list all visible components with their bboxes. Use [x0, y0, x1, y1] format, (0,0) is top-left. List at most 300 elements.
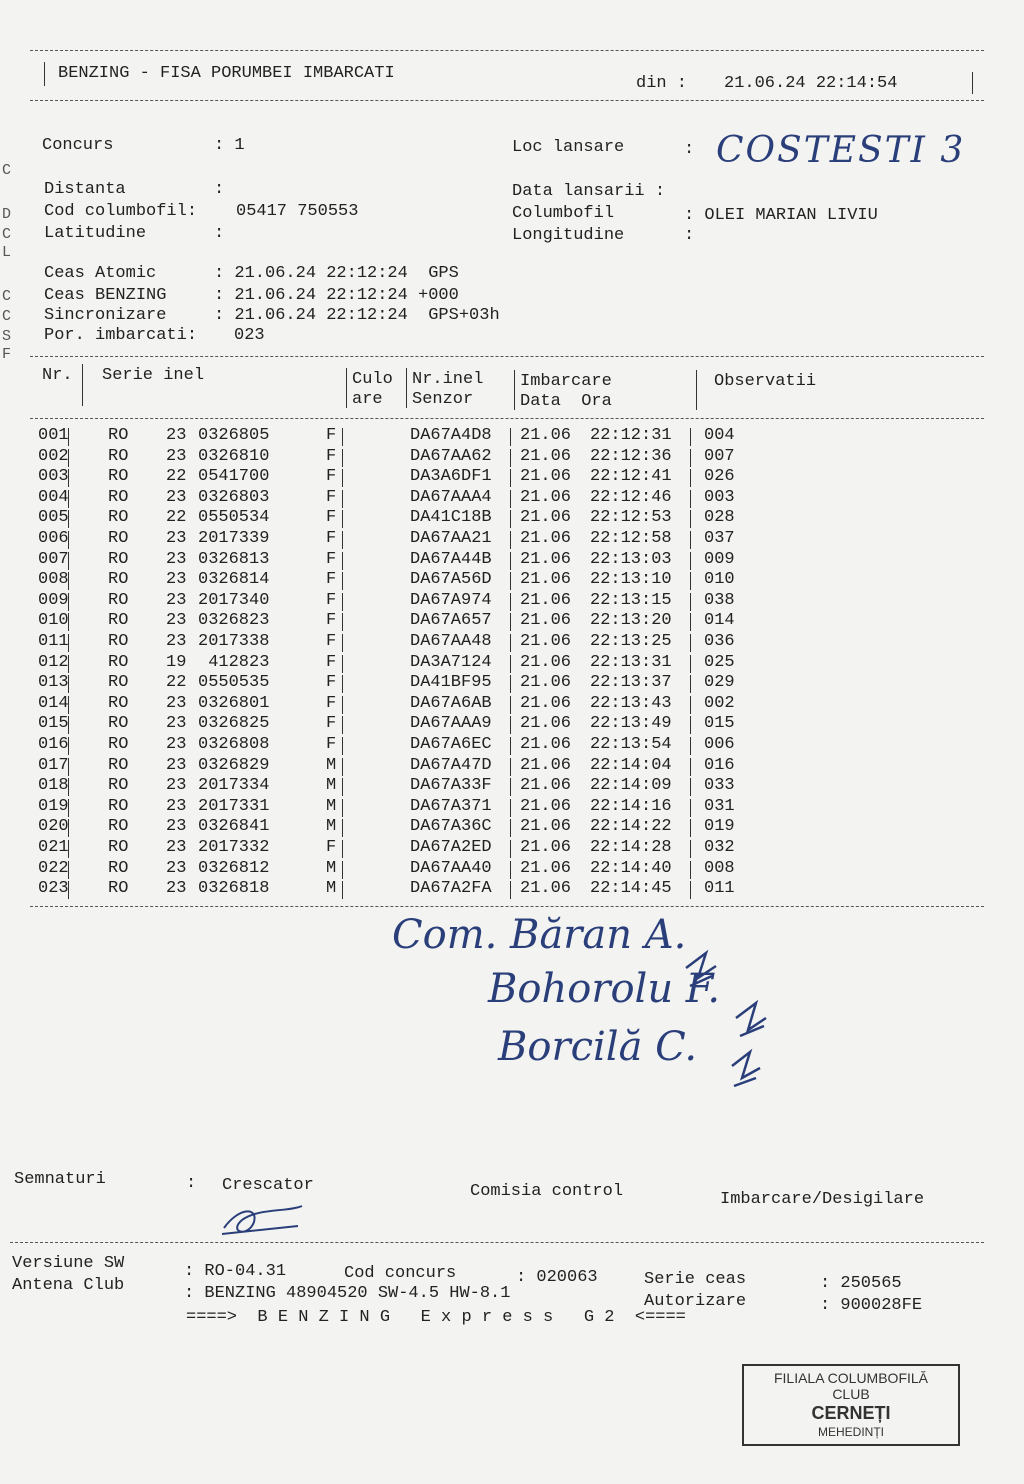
table-row: [0, 529, 1024, 550]
cell-data: 21.06: [520, 838, 572, 857]
cell-obs: 016: [704, 755, 735, 775]
cell-an: 23: [166, 529, 187, 548]
cell-ora: 22:14:04: [590, 755, 672, 775]
row-separator: [68, 696, 69, 714]
cell-nr: 010: [38, 611, 69, 631]
semnaturi-sep: :: [186, 1174, 197, 1193]
cell-an: 23: [166, 446, 187, 466]
cell-tara: RO: [108, 776, 129, 796]
cell-tara: RO: [108, 673, 129, 693]
table-row: [0, 756, 1024, 777]
cell-inel: 2017338: [198, 632, 270, 651]
cell-tara: RO: [108, 446, 129, 466]
row-separator: [342, 881, 343, 899]
cell-tara: RO: [108, 755, 129, 775]
row-separator: [510, 737, 511, 755]
cell-senzor: DA67A44B: [410, 549, 492, 569]
antena-club-label: Antena Club: [12, 1276, 125, 1295]
cell-data: 21.06: [520, 487, 572, 507]
cell-senzor: DA67A6AB: [410, 693, 492, 713]
table-row: [0, 694, 1024, 715]
row-separator: [690, 531, 691, 549]
cell-data: 21.06: [520, 776, 572, 796]
row-separator: [342, 655, 343, 673]
col-header-culoare-2: are: [352, 390, 383, 409]
cell-nr: 018: [38, 776, 69, 796]
cell-sex: F: [326, 508, 337, 528]
divider: [972, 72, 973, 94]
cell-obs: 038: [704, 590, 735, 610]
cell-data: 21.06: [520, 426, 572, 445]
cell-senzor: DA67A6EC: [410, 735, 492, 754]
cell-inel: 0326812: [198, 858, 270, 878]
row-separator: [68, 758, 69, 776]
row-separator: [342, 469, 343, 487]
cell-ora: 22:13:37: [590, 673, 672, 693]
col-header-imbarcare-1: Imbarcare: [520, 372, 612, 391]
row-separator: [690, 881, 691, 899]
row-separator: [68, 531, 69, 549]
ceas-benzing-label: Ceas BENZING: [44, 286, 167, 305]
data-lansarii-label: Data lansarii :: [512, 182, 666, 201]
row-separator: [342, 531, 343, 549]
cell-obs: 033: [704, 776, 735, 796]
loc-lansare-handwritten: COSTESTI 3: [716, 130, 966, 171]
row-separator: [342, 737, 343, 755]
row-separator: [510, 758, 511, 776]
cell-ora: 22:13:25: [590, 632, 672, 651]
cell-data: 21.06: [520, 714, 572, 734]
cod-columbofil-label: Cod columbofil:: [44, 202, 198, 221]
cell-inel: 2017331: [198, 796, 270, 816]
cell-tara: RO: [108, 817, 129, 837]
cell-an: 23: [166, 776, 187, 796]
cell-sex: F: [326, 590, 337, 610]
table-row: [0, 550, 1024, 571]
row-separator: [68, 593, 69, 611]
cell-nr: 004: [38, 487, 69, 507]
cell-senzor: DA3A6DF1: [410, 467, 492, 487]
cell-inel: 0326805: [198, 426, 270, 445]
cell-obs: 019: [704, 817, 735, 837]
cell-sex: F: [326, 549, 337, 569]
distanta-value: :: [214, 180, 225, 199]
row-separator: [342, 799, 343, 817]
cell-inel: 0326803: [198, 487, 270, 507]
row-separator: [690, 861, 691, 879]
cell-ora: 22:14:16: [590, 796, 672, 816]
cell-obs: 025: [704, 652, 735, 672]
longitudine-value: :: [684, 226, 695, 245]
cell-senzor: DA67A56D: [410, 570, 492, 590]
cell-inel: 2017332: [198, 838, 270, 857]
cell-inel: 0326818: [198, 879, 270, 899]
cell-tara: RO: [108, 508, 129, 528]
table-row: [0, 426, 1024, 447]
row-separator: [690, 593, 691, 611]
cell-ora: 22:12:46: [590, 487, 672, 507]
cell-nr: 023: [38, 879, 69, 899]
row-separator: [68, 552, 69, 570]
divider: [30, 100, 984, 101]
antena-club-value: : BENZING 48904520 SW-4.5 HW-8.1: [184, 1284, 511, 1303]
row-separator: [68, 675, 69, 693]
row-separator: [690, 737, 691, 755]
cod-concurs-value: : 020063: [516, 1268, 598, 1287]
row-separator: [342, 819, 343, 837]
cell-nr: 009: [38, 590, 69, 610]
divider: [44, 62, 45, 86]
cell-senzor: DA67AA21: [410, 529, 492, 548]
cell-tara: RO: [108, 529, 129, 548]
cell-an: 19: [166, 652, 187, 672]
serie-ceas-value: : 250565: [820, 1274, 902, 1293]
columbofil-label: Columbofil: [512, 204, 615, 223]
commission-signature-marks: [676, 948, 776, 1108]
cell-sex: M: [326, 755, 337, 775]
row-separator: [68, 428, 69, 446]
col-header-nr: Nr.: [42, 366, 73, 385]
cell-inel: 0326808: [198, 735, 270, 754]
cell-tara: RO: [108, 735, 129, 754]
cell-senzor: DA3A7124: [410, 652, 492, 672]
cell-nr: 001: [38, 426, 69, 445]
table-row: [0, 735, 1024, 756]
cell-sex: F: [326, 446, 337, 466]
cell-obs: 009: [704, 549, 735, 569]
row-separator: [510, 531, 511, 549]
cell-tara: RO: [108, 652, 129, 672]
row-separator: [690, 449, 691, 467]
porumbei-imbarcati-label: Por. imbarcati:: [44, 326, 198, 345]
row-separator: [510, 655, 511, 673]
col-header-serie: Serie inel: [102, 366, 205, 385]
divider: [10, 1242, 984, 1243]
cell-senzor: DA67AAA9: [410, 714, 492, 734]
cell-senzor: DA67A657: [410, 611, 492, 631]
stamp-line-2: CLUB: [832, 1386, 870, 1402]
divider: [30, 418, 984, 419]
row-separator: [690, 840, 691, 858]
cell-ora: 22:13:10: [590, 570, 672, 590]
cell-tara: RO: [108, 796, 129, 816]
cell-ora: 22:14:45: [590, 879, 672, 899]
cell-sex: F: [326, 632, 337, 651]
cell-an: 23: [166, 755, 187, 775]
cell-obs: 011: [704, 879, 735, 899]
row-separator: [68, 716, 69, 734]
cell-data: 21.06: [520, 673, 572, 693]
cell-data: 21.06: [520, 796, 572, 816]
table-row: [0, 859, 1024, 880]
cell-senzor: DA67A2FA: [410, 879, 492, 899]
table-row: [0, 817, 1024, 838]
cell-obs: 026: [704, 467, 735, 487]
col-header-imbarcare-2: Data Ora: [520, 392, 612, 411]
cell-ora: 22:14:28: [590, 838, 672, 857]
semnaturi-label: Semnaturi: [14, 1170, 106, 1189]
cell-inel: 0541700: [198, 467, 270, 487]
concurs-label: Concurs: [42, 136, 114, 155]
cell-nr: 005: [38, 508, 69, 528]
cell-data: 21.06: [520, 879, 572, 899]
cell-nr: 013: [38, 673, 69, 693]
col-header-culoare-1: Culo: [352, 370, 393, 389]
table-row: [0, 797, 1024, 818]
row-separator: [690, 675, 691, 693]
cell-data: 21.06: [520, 508, 572, 528]
cell-tara: RO: [108, 611, 129, 631]
row-separator: [510, 696, 511, 714]
row-separator: [510, 449, 511, 467]
row-separator: [690, 778, 691, 796]
cell-tara: RO: [108, 714, 129, 734]
cell-obs: 006: [704, 735, 735, 754]
cell-obs: 015: [704, 714, 735, 734]
cell-inel: 0326829: [198, 755, 270, 775]
cell-senzor: DA41BF95: [410, 673, 492, 693]
row-separator: [342, 758, 343, 776]
cell-an: 23: [166, 817, 187, 837]
divider: [30, 50, 984, 51]
handwritten-commission-1: Com. Băran A.: [392, 912, 687, 958]
row-separator: [690, 572, 691, 590]
stamp-line-4: MEHEDINȚI: [818, 1425, 884, 1439]
cell-ora: 22:12:41: [590, 467, 672, 487]
cell-nr: 015: [38, 714, 69, 734]
cell-tara: RO: [108, 693, 129, 713]
cell-ora: 22:14:40: [590, 858, 672, 878]
row-separator: [690, 758, 691, 776]
row-separator: [342, 510, 343, 528]
cell-sex: F: [326, 838, 337, 857]
divider: [82, 364, 83, 406]
row-separator: [68, 490, 69, 508]
cell-obs: 028: [704, 508, 735, 528]
cell-tara: RO: [108, 487, 129, 507]
autorizare-value: : 900028FE: [820, 1296, 923, 1315]
cell-senzor: DA67AA48: [410, 632, 492, 651]
cell-obs: 014: [704, 611, 735, 631]
row-separator: [342, 696, 343, 714]
row-separator: [68, 819, 69, 837]
cell-sex: F: [326, 652, 337, 672]
columbofil-value: : OLEI MARIAN LIVIU: [684, 206, 878, 225]
ceas-atomic-label: Ceas Atomic: [44, 264, 157, 283]
cell-data: 21.06: [520, 549, 572, 569]
cell-ora: 22:12:58: [590, 529, 672, 548]
cell-inel: 0550535: [198, 673, 270, 693]
cell-obs: 010: [704, 570, 735, 590]
cell-an: 23: [166, 611, 187, 631]
cell-senzor: DA67A4D8: [410, 426, 492, 445]
cell-tara: RO: [108, 632, 129, 651]
loc-lansare-label: Loc lansare: [512, 138, 625, 157]
table-row: [0, 714, 1024, 735]
table-row: [0, 591, 1024, 612]
cell-inel: 0326813: [198, 549, 270, 569]
row-separator: [68, 840, 69, 858]
cell-nr: 014: [38, 693, 69, 713]
cell-nr: 017: [38, 755, 69, 775]
row-separator: [68, 572, 69, 590]
row-separator: [68, 449, 69, 467]
row-separator: [510, 593, 511, 611]
porumbei-imbarcati-value: 023: [234, 326, 265, 345]
cell-an: 23: [166, 549, 187, 569]
versiune-sw-label: Versiune SW: [12, 1254, 125, 1273]
row-separator: [68, 737, 69, 755]
cell-tara: RO: [108, 426, 129, 445]
table-row: [0, 776, 1024, 797]
cell-nr: 006: [38, 529, 69, 548]
latitudine-label: Latitudine: [44, 224, 147, 243]
cell-nr: 016: [38, 735, 69, 754]
benzing-express-banner: ====> B E N Z I N G E x p r e s s G 2 <====: [186, 1308, 686, 1327]
concurs-value: : 1: [214, 136, 245, 155]
cell-inel: 0326823: [198, 611, 270, 631]
row-separator: [510, 634, 511, 652]
longitudine-label: Longitudine: [512, 226, 625, 245]
row-separator: [68, 861, 69, 879]
row-separator: [342, 861, 343, 879]
divider: [30, 356, 984, 357]
table-row: [0, 488, 1024, 509]
cell-senzor: DA67AA62: [410, 446, 492, 466]
ceas-atomic-value: : 21.06.24 22:12:24 GPS: [214, 264, 459, 283]
row-separator: [690, 655, 691, 673]
row-separator: [510, 716, 511, 734]
cell-ora: 22:12:31: [590, 426, 672, 445]
cell-data: 21.06: [520, 858, 572, 878]
row-separator: [342, 613, 343, 631]
cell-data: 21.06: [520, 632, 572, 651]
row-separator: [510, 778, 511, 796]
cell-sex: F: [326, 529, 337, 548]
table-row: [0, 611, 1024, 632]
cell-tara: RO: [108, 879, 129, 899]
cell-sex: M: [326, 858, 337, 878]
row-separator: [510, 840, 511, 858]
cell-tara: RO: [108, 858, 129, 878]
cell-tara: RO: [108, 590, 129, 610]
cell-an: 22: [166, 673, 187, 693]
col-header-observatii: Observatii: [714, 372, 817, 391]
cell-senzor: DA67A33F: [410, 776, 492, 796]
col-header-nrinel-2: Senzor: [412, 390, 474, 409]
row-separator: [510, 881, 511, 899]
table-row: [0, 673, 1024, 694]
row-separator: [342, 634, 343, 652]
row-separator: [510, 572, 511, 590]
cell-nr: 022: [38, 858, 69, 878]
row-separator: [690, 819, 691, 837]
cell-data: 21.06: [520, 693, 572, 713]
distanta-label: Distanta: [44, 180, 126, 199]
row-separator: [342, 778, 343, 796]
document-page: BENZING - FISA PORUMBEI IMBARCATI din : 21.06.24 22:14:54 C D C L C C S F Concurs : 1 Distanta : Cod columbofil: 05417 750553 Latitudine : Loc lansare : COSTESTI 3 Data lansarii : Columbofil : OLEI MARIAN LIVIU Longitudine : Ceas Atomic : 21.06.24 22:12:24 GPS Ceas BENZING : 21.06.24 22:12:24 +000 Sincronizare : 21.06.24 22:12:24 GPS+03h Por. imbarcati: 023 Nr. Serie inel Culo are Nr.inel Senzor Imbarcare Data Ora Observatii 001 RO 23 0326805 F DA67A4D8 21.06 22:12:31 004 002 RO 23 0326810 F DA67AA62 21.06 22:12:36 007 003 RO 22 0541700 F DA3A6DF1 21.06 22:12:41 026 004 RO 23 0326803 F DA67AAA4 21.06 22:12:46 003 005 RO 22 0550534 F DA41C18B 21.06 22:12:53 028 006 RO 23 2017339 F DA67AA21 21.06 22:12:58 037 007 RO 23 0326813 F DA67A44B 21.06 22:13:03 009 008 RO 23 0326814 F DA67A56D 21.06 22:13:10 010 009 RO 23 2017340 F DA67A974 21.06 22:13:15 038 010 RO 23 0326823 F DA67A657 21.06 22:13:20 014 011 RO 23 2017338 F DA67AA48 21.06 22:13:25 036 012 RO 19 412823 F DA3A7124 21.06 22:13:31 025 013 RO 22 0550535 F DA41BF95 21.06 22:13:37 029 014 RO 23 0326801 F DA67A6AB 21.06 22:13:43 002 015 RO 23 0326825 F DA67AAA9 21.06 22:13:49 015 016 RO 23 0326808 F DA67A6EC 21.06 22:13:54 006 017 RO 23 0326829 M DA67A47D 21.06 22:14:04 016 018 RO 23 2017334 M DA67A33F 21.06 22:14:09 033 019 RO 23 2017331 M DA67A371 21.06 22:14:16 031 020 RO 23 0326841 M DA67A36C 21.06 22:14:22 019 021 RO 23 2017332 F DA67A2ED 21.06 22:14:28 032 022 RO 23 0326812 M DA67AA40 21.06 22:14:40 008 023 RO 23 0326818 M DA67A2FA 21.06 22:14:45 011 Com. Băran A. Bohorolu F. Borcilă C. Semnaturi : Crescator Comisia control Imbarcare/Desigilare Versiune SW : RO-04.31 Cod concurs : 020063 Serie ceas : 250565 Antena Club : BENZING 48904520 SW-4.5 HW-8.1 Autorizare : 900028FE ====> B E N Z I N G E x p r e s s G 2 <==== FILIALA COLUMBOFILĂ CLUB CERNEȚI MEHEDINȚI: [0, 0, 1024, 1484]
row-separator: [690, 490, 691, 508]
row-separator: [690, 799, 691, 817]
cell-ora: 22:13:31: [590, 652, 672, 672]
cell-senzor: DA67A2ED: [410, 838, 492, 857]
row-separator: [690, 552, 691, 570]
document-title: BENZING - FISA PORUMBEI IMBARCATI: [58, 64, 395, 83]
cell-data: 21.06: [520, 590, 572, 610]
cell-inel: 2017340: [198, 590, 270, 610]
cell-obs: 032: [704, 838, 735, 857]
row-separator: [690, 613, 691, 631]
cell-sex: M: [326, 796, 337, 816]
cell-nr: 003: [38, 467, 69, 487]
cell-ora: 22:14:22: [590, 817, 672, 837]
row-separator: [342, 552, 343, 570]
row-separator: [510, 675, 511, 693]
cell-senzor: DA67A47D: [410, 755, 492, 775]
loc-lansare-sep: :: [684, 140, 695, 159]
cell-sex: F: [326, 487, 337, 507]
cell-ora: 22:14:09: [590, 776, 672, 796]
table-row: [0, 467, 1024, 488]
divider: [514, 370, 515, 410]
cell-inel: 412823: [198, 652, 270, 672]
cell-sex: F: [326, 673, 337, 693]
cell-nr: 008: [38, 570, 69, 590]
table-row: [0, 879, 1024, 900]
row-separator: [68, 655, 69, 673]
row-separator: [510, 819, 511, 837]
cell-senzor: DA67A974: [410, 590, 492, 610]
cell-sex: F: [326, 467, 337, 487]
row-separator: [690, 469, 691, 487]
cell-senzor: DA67AAA4: [410, 487, 492, 507]
row-separator: [342, 490, 343, 508]
serie-ceas-label: Serie ceas: [644, 1270, 747, 1289]
cell-ora: 22:12:53: [590, 508, 672, 528]
cell-ora: 22:13:03: [590, 549, 672, 569]
stamp-line-1: FILIALA COLUMBOFILĂ: [773, 1370, 929, 1386]
cell-obs: 037: [704, 529, 735, 548]
row-separator: [510, 861, 511, 879]
cell-inel: 0326814: [198, 570, 270, 590]
row-separator: [690, 428, 691, 446]
cell-an: 23: [166, 632, 187, 651]
cell-sex: F: [326, 735, 337, 754]
cell-inel: 0326841: [198, 817, 270, 837]
cell-data: 21.06: [520, 817, 572, 837]
ceas-benzing-value: : 21.06.24 22:12:24 +000: [214, 286, 459, 305]
cell-sex: F: [326, 570, 337, 590]
cell-inel: 0550534: [198, 508, 270, 528]
cell-sex: F: [326, 611, 337, 631]
cell-an: 23: [166, 879, 187, 899]
latitudine-value: :: [214, 224, 225, 243]
versiune-sw-value: : RO-04.31: [184, 1262, 287, 1281]
club-stamp: [742, 1364, 960, 1446]
row-separator: [342, 716, 343, 734]
table-row: [0, 447, 1024, 468]
divider: [696, 370, 697, 410]
cell-sex: M: [326, 817, 337, 837]
cell-an: 23: [166, 796, 187, 816]
row-separator: [342, 840, 343, 858]
row-separator: [510, 552, 511, 570]
cell-data: 21.06: [520, 529, 572, 548]
cell-an: 23: [166, 693, 187, 713]
cell-sex: F: [326, 693, 337, 713]
sincronizare-label: Sincronizare: [44, 306, 167, 325]
cell-nr: 011: [38, 632, 69, 651]
